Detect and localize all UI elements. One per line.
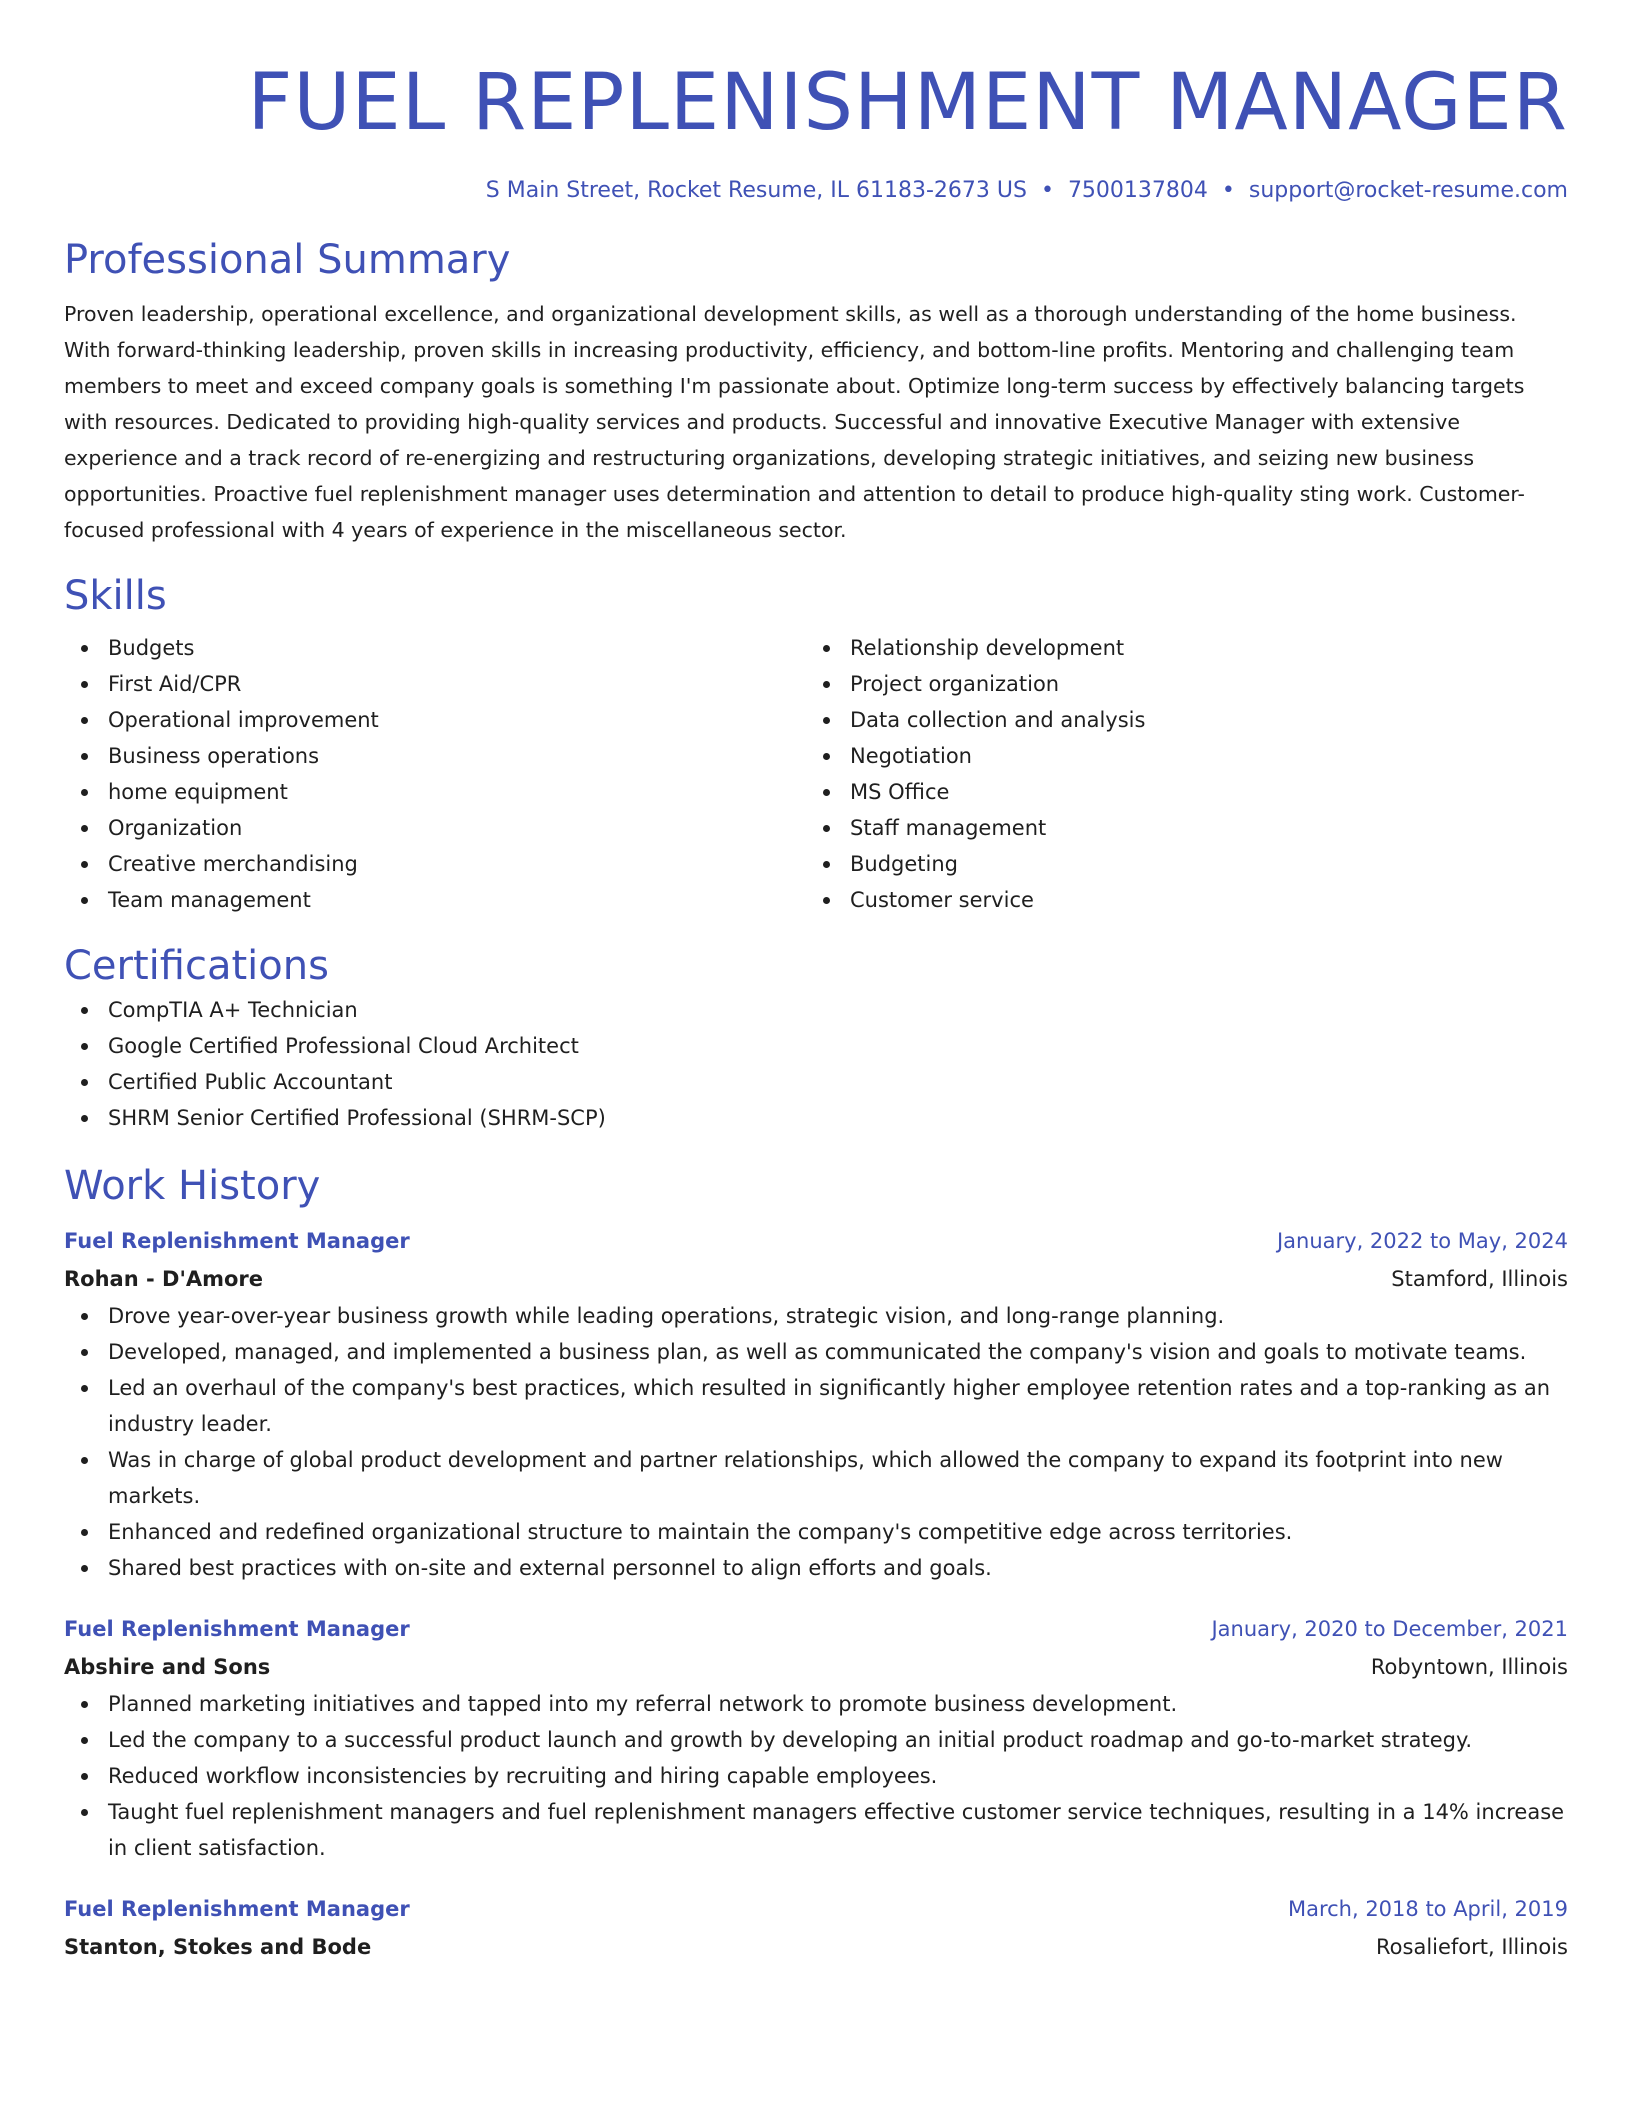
job-title: Fuel Replenishment Manager [64, 1617, 410, 1641]
job-bullets [64, 1686, 1568, 1866]
job-company: Stanton, Stokes and Bode [64, 1935, 372, 1959]
address: S Main Street, Rocket Resume, IL 61183-2673 US [485, 178, 1027, 203]
job-company-row [64, 1260, 1568, 1298]
job-bullet: Was in charge of global product development and partner relationships, which allowed the company to expand its footprint into new markets. [64, 1442, 1568, 1514]
job-title: Fuel Replenishment Manager [64, 1897, 410, 1921]
job-entry [64, 1890, 1568, 1966]
skill-item: Creative merchandising [64, 846, 806, 882]
job-dates: January, 2020 to December, 2021 [1211, 1617, 1568, 1641]
skill-item: Operational improvement [64, 702, 806, 738]
skills-column-right [806, 630, 1548, 918]
contact-line [64, 176, 1568, 206]
skill-item: Business operations [64, 738, 806, 774]
job-location: Rosaliefort, Illinois [1376, 1935, 1568, 1959]
job-company-row [64, 1928, 1568, 1966]
job-bullet: Developed, managed, and implemented a business plan, as well as communicated the company's vision and goals to motivate teams. [64, 1334, 1568, 1370]
resume-name: FUEL REPLENISHMENT MANAGER [247, 58, 1568, 148]
job-header-row [64, 1890, 1568, 1928]
work-history-heading: Work History [64, 1163, 321, 1209]
contact-separator: • [1221, 178, 1235, 203]
skill-item: Budgeting [806, 846, 1548, 882]
skill-item: Staff management [806, 810, 1548, 846]
job-header-row [64, 1222, 1568, 1260]
job-dates: March, 2018 to April, 2019 [1287, 1897, 1568, 1921]
job-company: Rohan - D'Amore [64, 1267, 264, 1291]
skills-heading: Skills [64, 573, 167, 619]
job-bullet: Led an overhaul of the company's best practices, which resulted in significantly higher employee retention rates and a top-ranking as an industry leader. [64, 1370, 1568, 1442]
skill-item: Relationship development [806, 630, 1548, 666]
summary-text: Proven leadership, operational excellence, and organizational development skills, as well as a thorough understanding of the home business. With forward-thinking leadership, proven skills in increasing productivity, efficiency, and bottom-line profits. Mentoring and challenging team members to meet and exceed company goals is something I'm passionate about. Optimize long-term success by effectively balancing targets with resources. Dedicated to providing high-quality services and products. Successful and innovative Executive Manager with extensive experience and a track record of re-energizing and restructuring organizations, developing strategic initiatives, and seizing new business opportunities. Proactive fuel replenishment manager uses determination and attention to detail to produce high-quality sting work. Customer-focused professional with 4 years of experience in the miscellaneous sector. [64, 302, 1525, 542]
skill-item: First Aid/CPR [64, 666, 806, 702]
skill-item: Negotiation [806, 738, 1548, 774]
job-location: Stamford, Illinois [1391, 1267, 1568, 1291]
skill-item: Organization [64, 810, 806, 846]
job-header-row [64, 1610, 1568, 1648]
skills-column-left [64, 630, 806, 918]
job-dates: January, 2022 to May, 2024 [1276, 1229, 1568, 1253]
summary-heading: Professional Summary [64, 237, 511, 283]
job-bullet: Shared best practices with on-site and external personnel to align efforts and goals. [64, 1550, 1568, 1586]
skill-item: Budgets [64, 630, 806, 666]
skill-item: home equipment [64, 774, 806, 810]
job-entry [64, 1610, 1568, 1866]
skills-list-left [64, 630, 806, 918]
certification-item: Certified Public Accountant [64, 1064, 1568, 1100]
job-bullet: Enhanced and redefined organizational structure to maintain the company's competitive edge across territories. [64, 1514, 1568, 1550]
email-link[interactable]: support@rocket-resume.com [1248, 178, 1568, 203]
job-company-row [64, 1648, 1568, 1686]
job-bullet: Led the company to a successful product launch and growth by developing an initial product roadmap and go-to-market strategy. [64, 1722, 1568, 1758]
job-bullets [64, 1298, 1568, 1586]
certification-item: CompTIA A+ Technician [64, 992, 1568, 1028]
certifications-heading: Certifications [64, 943, 329, 989]
job-bullet: Drove year-over-year business growth while leading operations, strategic vision, and long-range planning. [64, 1298, 1568, 1334]
certification-item: Google Certified Professional Cloud Architect [64, 1028, 1568, 1064]
job-company: Abshire and Sons [64, 1655, 271, 1679]
job-bullet: Taught fuel replenishment managers and fuel replenishment managers effective customer service techniques, resulting in a 14% increase in client satisfaction. [64, 1794, 1568, 1866]
skill-item: Data collection and analysis [806, 702, 1548, 738]
skill-item: MS Office [806, 774, 1548, 810]
skill-item: Customer service [806, 882, 1548, 918]
contact-separator: • [1040, 178, 1054, 203]
skill-item: Project organization [806, 666, 1548, 702]
skills-list-right [806, 630, 1548, 918]
skill-item: Team management [64, 882, 806, 918]
phone: 7500137804 [1067, 178, 1208, 203]
skills-columns [64, 630, 1568, 918]
job-bullet: Reduced workflow inconsistencies by recruiting and hiring capable employees. [64, 1758, 1568, 1794]
job-title: Fuel Replenishment Manager [64, 1229, 410, 1253]
job-location: Robyntown, Illinois [1370, 1655, 1568, 1679]
job-entry [64, 1222, 1568, 1586]
resume-page [64, 0, 1568, 1966]
certifications-list [64, 992, 1568, 1136]
job-bullet: Planned marketing initiatives and tapped into my referral network to promote business development. [64, 1686, 1568, 1722]
certification-item: SHRM Senior Certified Professional (SHRM-SCP) [64, 1100, 1568, 1136]
